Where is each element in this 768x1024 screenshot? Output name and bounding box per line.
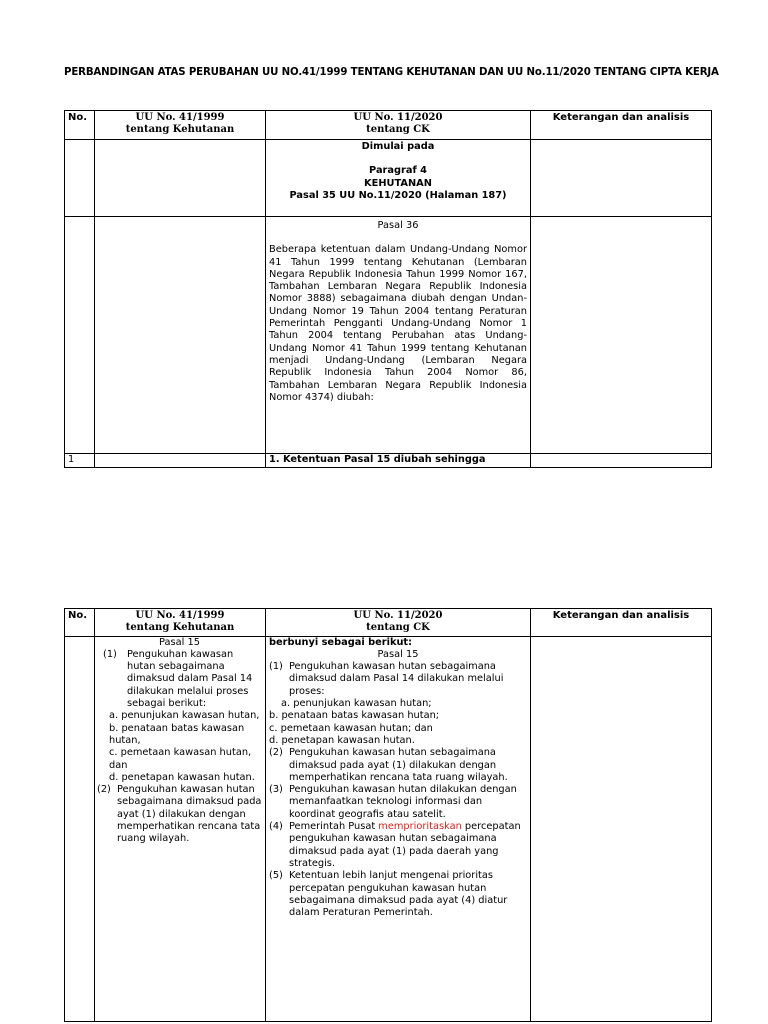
- cell-analysis: [531, 217, 712, 454]
- item-number: (5): [269, 870, 283, 882]
- highlighted-word: memprioritaskan: [378, 821, 462, 833]
- list-item: [269, 821, 527, 870]
- pasal-reference: Pasal 35 UU No.11/2020 (Halaman 187): [289, 189, 507, 201]
- table-row: [65, 454, 712, 468]
- list-subitem: a. penunjukan kawasan hutan,: [109, 710, 260, 722]
- list-subitem: b. penataan batas kawasan hutan;: [269, 710, 440, 722]
- intro-text: berbunyi sebagai berikut:: [269, 636, 413, 648]
- table-row: [65, 140, 712, 217]
- list-subitem: a. penunjukan kawasan hutan;: [281, 698, 432, 710]
- table-header-row: [65, 111, 712, 140]
- list-item: [269, 747, 527, 784]
- header-uu41: [95, 111, 266, 140]
- item-text: Pengukuhan kawasan hutan sebagaimana dimaksud pada ayat (1) dilakukan dengan memperhatikan rencana tata ruang wilayah.: [289, 747, 508, 783]
- item-number: (1): [269, 661, 283, 673]
- cell-uu41: [95, 140, 266, 217]
- page-title: PERBANDINGAN ATAS PERUBAHAN UU NO.41/1999 TENTANG KEHUTANAN DAN UU No.11/2020 TENTANG CIPTA KERJA: [64, 67, 719, 78]
- list-subitem: c. pemetaan kawasan hutan, dan: [109, 747, 252, 771]
- section-label: KEHUTANAN: [364, 177, 432, 189]
- cell-no: [65, 140, 95, 217]
- header-uu11-line2: tentang CK: [366, 622, 430, 634]
- item-number: (1): [103, 648, 117, 660]
- item-text: [289, 821, 527, 870]
- header-uu11-line1: UU No. 11/2020: [353, 112, 443, 123]
- cell-uu11: [266, 217, 531, 454]
- pasal-heading: Pasal 36: [377, 220, 419, 231]
- header-uu11: [266, 111, 531, 140]
- cell-uu11: [266, 636, 531, 1021]
- item-number: (4): [269, 821, 283, 833]
- item-number: (2): [97, 784, 111, 796]
- cell-no: [65, 636, 95, 1021]
- table-row: [65, 636, 712, 1021]
- cell-uu41: [95, 636, 266, 1021]
- header-no: No.: [65, 609, 95, 637]
- start-label: Dimulai pada: [361, 141, 435, 152]
- cell-uu41: [95, 217, 266, 454]
- header-uu11-line2: tentang CK: [366, 124, 430, 136]
- item-text-end: percepatan pengukuhan kawasan hutan sebagaimana dimaksud pada ayat (1) pada daerah yang strategis.: [289, 821, 521, 869]
- item-number: (3): [269, 784, 283, 796]
- list-subitem: b. penataan batas kawasan hutan,: [109, 722, 245, 746]
- pasal-heading: Pasal 15: [377, 648, 419, 660]
- header-uu41-line2: tentang Kehutanan: [125, 124, 235, 136]
- pasal-text: Beberapa ketentuan dalam Undang-Undang Nomor 41 Tahun 1999 tentang Kehutanan (Lembaran Negara Republik Indonesia Tahun 1999 Nomor 167, Tambahan Lembaran Negara Republik Indonesia Nomor 3888) sebagaimana diubah dengan Undan-Undang Nomor 19 Tahun 2004 tentang Peraturan Pemerintah Pengganti Undang-Undang Nomor 1 Tahun 2004 tentang Perubahan atas Undang-Undang Nomor 41 Tahun 1999 tentang Kehutanan menjadi Undang-Undang (Lembaran Negara Republik Indonesia Tahun 2004 Nomor 86, Tambahan Lembaran Negara Republik Indonesia Nomor 4374) diubah:: [269, 244, 527, 403]
- item-text-start: Pemerintah Pusat: [289, 821, 379, 833]
- item-text: Pengukuhan kawasan hutan sebagaimana dimaksud dalam Pasal 14 dilakukan melalui proses:: [289, 661, 504, 697]
- header-uu11: [266, 609, 531, 637]
- cell-analysis: [531, 454, 712, 468]
- list-subitem: d. penetapan kawasan hutan.: [269, 734, 415, 746]
- item-text: Pengukuhan kawasan hutan dilakukan dengan memanfaatkan teknologi informasi dan koordinat geografis atau satelit.: [289, 784, 517, 820]
- item-number: (2): [269, 747, 283, 759]
- comparison-table-2: [64, 608, 712, 1022]
- item-text: Pengukuhan kawasan hutan sebagaimana dimaksud dalam Pasal 14 dilakukan melalui proses sebagai berikut:: [127, 648, 253, 710]
- header-uu41-line2: tentang Kehutanan: [125, 622, 235, 634]
- list-item: [269, 870, 527, 919]
- header-no: No.: [65, 111, 95, 140]
- header-analysis: Keterangan dan analisis: [531, 111, 712, 140]
- list-item: [97, 649, 262, 710]
- header-uu41-line1: UU No. 41/1999: [135, 610, 225, 621]
- list-subitem: c. pemetaan kawasan hutan; dan: [269, 722, 433, 734]
- cell-no: [65, 217, 95, 454]
- cell-analysis: [531, 636, 712, 1021]
- item-text: Pengukuhan kawasan hutan sebagaimana dimaksud pada ayat (1) dilakukan dengan memperhatikan rencana tata ruang wilayah.: [117, 784, 262, 845]
- list-item: [97, 784, 262, 845]
- table-header-row: [65, 609, 712, 637]
- item-text: Ketentuan lebih lanjut mengenai prioritas percepatan pengukuhan kawasan hutan sebagaimana dimaksud pada ayat (4) diatur dalam Peraturan Pemerintah.: [289, 870, 508, 919]
- cell-uu41: [95, 454, 266, 468]
- list-item: [269, 784, 527, 821]
- cell-uu11: 1. Ketentuan Pasal 15 diubah sehingga: [266, 454, 531, 468]
- header-uu41: [95, 609, 266, 637]
- pasal-heading: Pasal 15: [159, 636, 200, 648]
- cell-no: 1: [65, 454, 95, 468]
- header-analysis: Keterangan dan analisis: [531, 609, 712, 637]
- table-row: [65, 217, 712, 454]
- cell-analysis: [531, 140, 712, 217]
- list-subitem: d. penetapan kawasan hutan.: [109, 771, 255, 783]
- cell-uu11: [266, 140, 531, 217]
- header-uu11-line1: UU No. 11/2020: [353, 610, 443, 621]
- list-item: [269, 661, 527, 698]
- comparison-table-1: [64, 110, 712, 468]
- paragraf-label: Paragraf 4: [369, 165, 427, 177]
- header-uu41-line1: UU No. 41/1999: [135, 112, 225, 123]
